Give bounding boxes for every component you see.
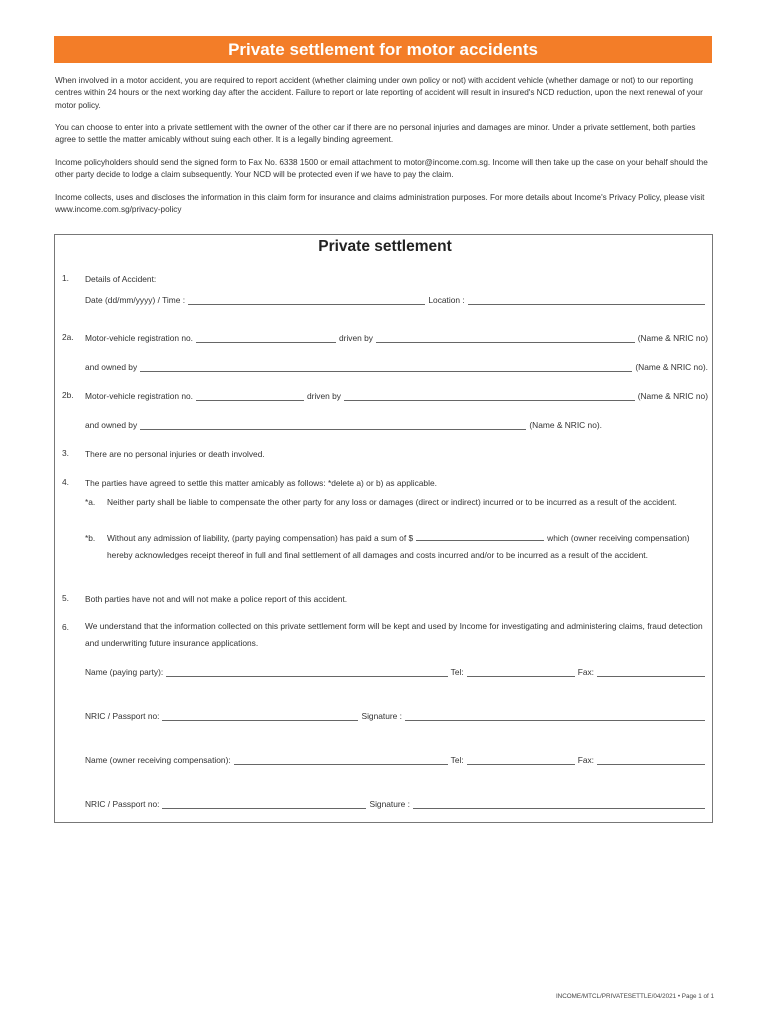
data-usage-statement: We understand that the information collected on this private settlement form will be kept and used by Income for investigating and administering claims, fraud detection and underwriting future insurance applications.	[85, 621, 703, 649]
paying-party-tel-label: Tel:	[450, 667, 464, 677]
option-b-text-part-1: Without any admission of liability, (party paying compensation) has paid a sum of $	[107, 533, 414, 543]
reg-no-field-2a[interactable]	[196, 333, 336, 343]
accident-details-label: Details of Accident:	[85, 274, 157, 284]
receiving-party-fax-field[interactable]	[597, 755, 705, 765]
option-b-key: *b.	[85, 533, 96, 543]
paying-party-signature-label: Signature :	[361, 711, 402, 721]
option-b-text-part-2: which (owner receiving compensation) hereby acknowledges receipt thereof in full and final settlement of all damages and costs incurred and/or to be incurred as a result of the accident.	[107, 533, 690, 561]
location-label: Location :	[428, 295, 465, 305]
receiving-party-nric-field[interactable]	[162, 799, 366, 809]
owned-by-label-2b: and owned by	[85, 420, 138, 430]
section-4-number: 4.	[62, 477, 69, 487]
section-1-number: 1.	[62, 273, 69, 283]
driven-by-label-2b: driven by	[307, 391, 341, 401]
settlement-form-box	[54, 234, 713, 823]
receiving-party-name-label: Name (owner receiving compensation):	[85, 755, 231, 765]
owned-suffix-2a: (Name & NRIC no).	[635, 362, 708, 372]
owned-by-label-2a: and owned by	[85, 362, 138, 372]
paying-party-nric-label: NRIC / Passport no:	[85, 711, 160, 721]
paying-party-name-field[interactable]	[166, 667, 447, 677]
date-time-label: Date (dd/mm/yyyy) / Time :	[85, 295, 186, 305]
paying-party-fax-label: Fax:	[577, 667, 594, 677]
driven-by-label-2a: driven by	[339, 333, 373, 343]
paying-party-nric-field[interactable]	[162, 711, 358, 721]
section-5-number: 5.	[62, 593, 69, 603]
intro-paragraph-1: When involved in a motor accident, you are required to report accident (whether claiming under own policy or not) with accident vehicle (whether damage or not) to our reporting centres within 24 hours or the next working day after the accident. Failure to report or late reporting of accident will result in insured's NCD reduction, upon the next renewal of your motor policy.	[55, 76, 703, 110]
form-title: Private settlement	[318, 238, 452, 255]
receiving-party-fax-label: Fax:	[577, 755, 594, 765]
name-nric-label-2b: (Name & NRIC no)	[637, 391, 708, 401]
option-a-text: Neither party shall be liable to compensate the other party for any loss or damages (direct or indirect) incurred or to be incurred as a result of the accident.	[107, 497, 677, 507]
compensation-amount-field[interactable]	[416, 532, 544, 541]
driven-by-field-2a[interactable]	[376, 333, 635, 343]
owned-suffix-2b: (Name & NRIC no).	[529, 420, 602, 430]
option-a-key: *a.	[85, 497, 96, 507]
receiving-party-tel-field[interactable]	[467, 755, 575, 765]
intro-paragraph-2: You can choose to enter into a private settlement with the owner of the other car if there are no personal injuries and damages are minor. Under a private settlement, both parties agree to settle the matter amicably without suing each other. It is a legally binding agreement.	[55, 123, 696, 145]
section-3-number: 3.	[62, 448, 69, 458]
footer-form-code: INCOME/MTCL/PRIVATESETTLE/04/2021 • Page 1 of 1	[555, 993, 714, 1000]
driven-by-field-2b[interactable]	[344, 391, 635, 401]
receiving-party-nric-label: NRIC / Passport no:	[85, 799, 160, 809]
intro-paragraph-4: Income collects, uses and discloses the information in this claim form for insurance and claims administration purposes. For more details about Income's Privacy Policy, please visit www.income.com.sg/privacy-policy	[55, 193, 705, 215]
no-injuries-statement: There are no personal injuries or death involved.	[85, 449, 265, 459]
receiving-party-signature-field[interactable]	[413, 799, 705, 809]
reg-no-label-2b: Motor-vehicle registration no.	[85, 391, 193, 401]
no-police-report-statement: Both parties have not and will not make a police report of this accident.	[85, 594, 348, 604]
receiving-party-signature-label: Signature :	[369, 799, 410, 809]
section-2a-number: 2a.	[62, 332, 74, 342]
name-nric-label-2a: (Name & NRIC no)	[637, 333, 708, 343]
paying-party-fax-field[interactable]	[597, 667, 705, 677]
location-field[interactable]	[468, 295, 705, 305]
reg-no-label-2a: Motor-vehicle registration no.	[85, 333, 193, 343]
section-6-number: 6.	[62, 622, 69, 632]
paying-party-signature-field[interactable]	[405, 711, 705, 721]
section-2b-number: 2b.	[62, 390, 74, 400]
receiving-party-name-field[interactable]	[234, 755, 448, 765]
settlement-options-statement: The parties have agreed to settle this matter amicably as follows: *delete a) or b) as applicable.	[85, 478, 437, 488]
intro-paragraph-3: Income policyholders should send the signed form to Fax No. 6338 1500 or email attachment to motor@income.com.sg. Income will then take up the case on your behalf should the other party decide to lodge a claim subsequently. Your NCD will be protected even if we have to pay the claim.	[55, 158, 708, 180]
owned-by-field-2a[interactable]	[140, 362, 632, 372]
option-b-text	[107, 530, 707, 564]
reg-no-field-2b[interactable]	[196, 391, 304, 401]
paying-party-tel-field[interactable]	[467, 667, 575, 677]
receiving-party-tel-label: Tel:	[450, 755, 464, 765]
owned-by-field-2b[interactable]	[140, 420, 526, 430]
paying-party-name-label: Name (paying party):	[85, 667, 164, 677]
date-time-field[interactable]	[188, 295, 425, 305]
page-title: Private settlement for motor accidents	[54, 36, 712, 63]
